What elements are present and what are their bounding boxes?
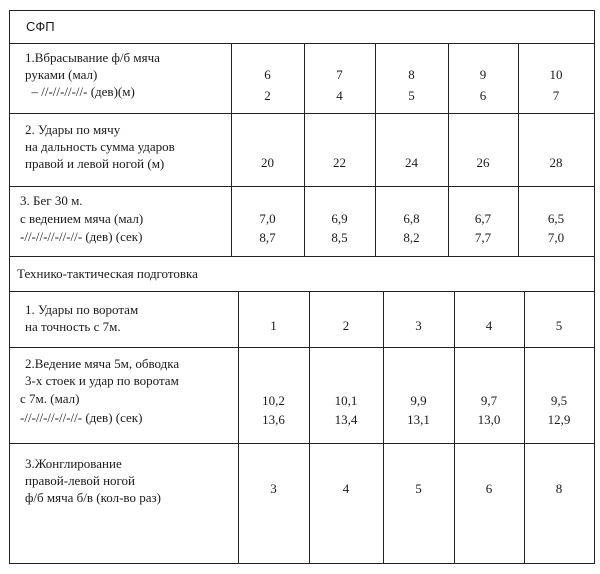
row-label-line: -//-//-//-//-//- (дев) (сек) <box>20 229 143 244</box>
value-cell: 13,0 <box>477 412 501 427</box>
value-cell: 9,5 <box>550 393 568 408</box>
value-cell: 9 <box>479 67 487 82</box>
value-cell: 12,9 <box>547 412 571 427</box>
row-label-line: 3. Бег 30 м. <box>20 193 83 208</box>
value-cell: 13,4 <box>334 412 358 427</box>
value-cell: 10,1 <box>334 393 358 408</box>
value-cell: 7,0 <box>547 230 565 245</box>
row-label-line: 1.Вбрасывание ф/б мяча <box>25 50 160 65</box>
value-cell: 8,2 <box>403 230 420 245</box>
value-cell: 3 <box>270 481 277 496</box>
value-cell: 13,1 <box>407 412 430 427</box>
value-cell: 6,5 <box>547 211 565 226</box>
rule <box>9 10 10 564</box>
value-cell: 1 <box>270 318 277 333</box>
value-cell: 9,9 <box>410 393 427 408</box>
rule <box>594 10 595 564</box>
value-cell: 4 <box>336 88 343 103</box>
value-cell: 10,2 <box>262 393 285 408</box>
rule <box>9 43 595 44</box>
value-cell: 7,7 <box>474 230 492 245</box>
value-cell: 6,7 <box>474 211 492 226</box>
value-cell: 7 <box>552 88 560 103</box>
value-cell: 4 <box>485 318 493 333</box>
row-label-line: – //-//-//-//- (дев)(м) <box>25 84 135 99</box>
value-cell: 26 <box>476 155 490 170</box>
value-cell: 5 <box>408 88 415 103</box>
rule <box>9 113 595 114</box>
value-cell: 8,5 <box>331 230 348 245</box>
rule <box>9 443 595 444</box>
row-label-line: с ведением мяча (мал) <box>20 211 144 226</box>
rule <box>9 186 595 187</box>
value-cell: 5 <box>555 318 563 333</box>
value-cell: 8 <box>408 67 415 82</box>
value-cell: 6 <box>264 67 271 82</box>
row-label-line: 3-х стоек и удар по воротам <box>25 373 179 388</box>
section-title-sfp: СФП <box>26 19 55 34</box>
value-cell: 20 <box>261 155 274 170</box>
value-cell: 22 <box>333 155 346 170</box>
value-cell: 2 <box>342 318 350 333</box>
value-cell: 8 <box>555 481 563 496</box>
row-label-line: 3.Жонглирование <box>25 456 122 471</box>
value-cell: 9,7 <box>480 393 498 408</box>
row-label-line: на точность с 7м. <box>25 319 121 334</box>
row-label-line: 2.Ведение мяча 5м, обводка <box>25 356 180 371</box>
value-cell: 2 <box>264 88 271 103</box>
row-label-line: правой и левой ногой (м) <box>25 156 165 171</box>
value-cell: 6,8 <box>403 211 420 226</box>
value-cell: 6 <box>485 481 493 496</box>
value-cell: 7,0 <box>259 211 276 226</box>
rule <box>9 563 595 564</box>
rule <box>9 347 595 348</box>
value-cell: 10 <box>549 67 563 82</box>
value-cell: 6 <box>479 88 487 103</box>
row-label-line: -//-//-//-//-//- (дев) (сек) <box>20 410 143 425</box>
row-label-line: 2. Удары по мячу <box>25 122 121 137</box>
value-cell: 6,9 <box>331 211 348 226</box>
row-label-line: ф/б мяча б/в (кол-во раз) <box>25 490 161 505</box>
value-cell: 5 <box>415 481 422 496</box>
value-cell: 24 <box>405 155 418 170</box>
section-title-tech: Технико-тактическая подготовка <box>17 266 198 281</box>
rule <box>9 256 595 257</box>
value-cell: 8,7 <box>259 230 276 245</box>
row-label-line: правой-левой ногой <box>25 473 135 488</box>
rule <box>9 10 595 11</box>
rule <box>9 291 595 292</box>
value-cell: 7 <box>336 67 343 82</box>
value-cell: 28 <box>549 155 563 170</box>
row-label-line: с 7м. (мал) <box>20 391 80 406</box>
row-label-line: руками (мал) <box>25 67 98 82</box>
row-label-line: на дальность сумма ударов <box>25 139 175 154</box>
value-cell: 13,6 <box>262 412 285 427</box>
value-cell: 4 <box>342 481 350 496</box>
row-label-line: 1. Удары по воротам <box>25 302 139 317</box>
value-cell: 3 <box>415 318 422 333</box>
